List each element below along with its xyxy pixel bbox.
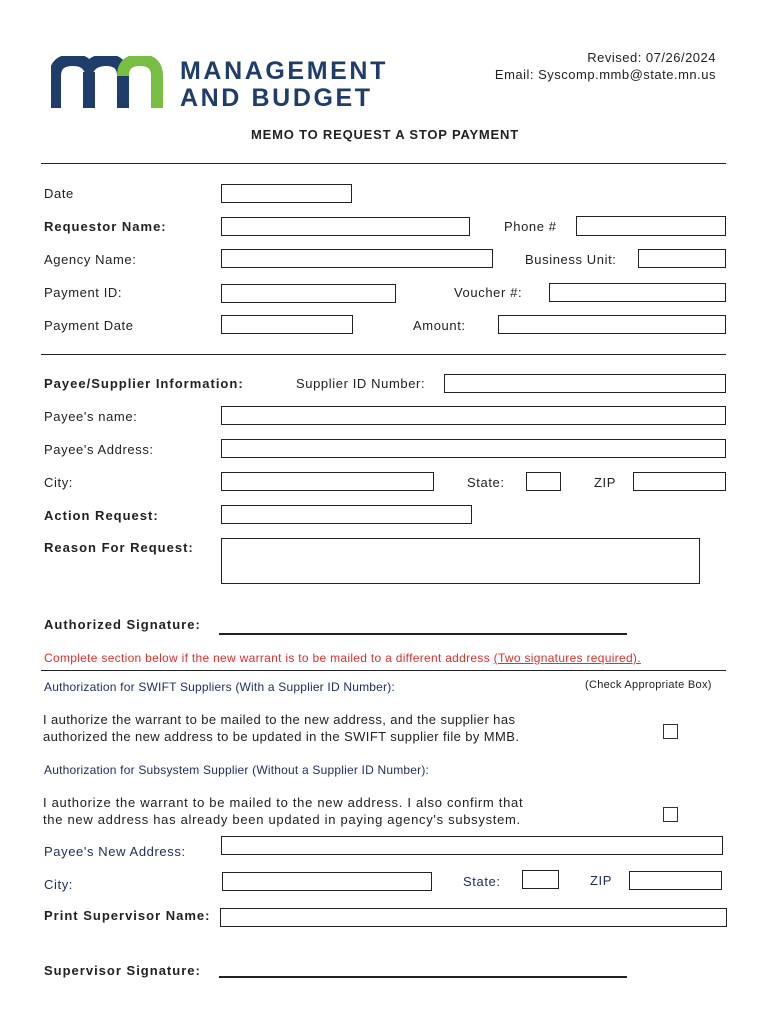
logo-line-1: MANAGEMENT bbox=[180, 57, 388, 85]
supervisor-name-label: Print Supervisor Name: bbox=[44, 908, 211, 923]
logo-line-2: AND BUDGET bbox=[180, 84, 373, 112]
new-state-label: State: bbox=[463, 874, 501, 889]
supervisor-signature-line[interactable] bbox=[219, 976, 627, 978]
date-label: Date bbox=[44, 186, 74, 201]
payee-section-label: Payee/Supplier Information: bbox=[44, 376, 244, 391]
reason-field[interactable] bbox=[221, 538, 700, 584]
action-request-field[interactable] bbox=[221, 505, 472, 524]
new-zip-label: ZIP bbox=[590, 873, 613, 888]
authorized-signature-line[interactable] bbox=[219, 633, 627, 635]
divider-alternate bbox=[41, 670, 726, 671]
revised-date: Revised: 07/26/2024 bbox=[587, 50, 716, 65]
swift-heading: Authorization for SWIFT Suppliers (With a Supplier ID Number): bbox=[44, 680, 395, 694]
new-city-label: City: bbox=[44, 877, 73, 892]
subsystem-text-line-2: the new address has already been updated in paying agency's subsystem. bbox=[43, 812, 521, 827]
new-state-field[interactable] bbox=[522, 870, 559, 889]
supervisor-signature-label: Supervisor Signature: bbox=[44, 963, 201, 978]
requestor-name-field[interactable] bbox=[221, 217, 470, 236]
amount-label: Amount: bbox=[413, 318, 466, 333]
alternate-address-notice bbox=[44, 651, 641, 665]
payment-date-label: Payment Date bbox=[44, 318, 134, 333]
supplier-id-label: Supplier ID Number: bbox=[296, 376, 426, 391]
voucher-label: Voucher #: bbox=[454, 285, 523, 300]
subsystem-heading: Authorization for Subsystem Supplier (Without a Supplier ID Number): bbox=[44, 763, 430, 777]
contact-email: Email: Syscomp.mmb@state.mn.us bbox=[494, 67, 716, 82]
subsystem-text-line-1: I authorize the warrant to be mailed to the new address. I also confirm that bbox=[43, 795, 524, 810]
payee-address-label: Payee's Address: bbox=[44, 442, 154, 457]
check-box-hint: (Check Appropriate Box) bbox=[585, 679, 712, 691]
new-city-field[interactable] bbox=[222, 872, 432, 891]
swift-authorization-text bbox=[43, 711, 603, 745]
business-unit-field[interactable] bbox=[638, 249, 726, 268]
reason-label: Reason For Request: bbox=[44, 540, 194, 555]
phone-field[interactable] bbox=[576, 216, 726, 236]
swift-authorization-checkbox[interactable] bbox=[663, 724, 678, 739]
subsystem-authorization-checkbox[interactable] bbox=[663, 807, 678, 822]
page-title: MEMO TO REQUEST A STOP PAYMENT bbox=[251, 127, 519, 142]
state-field[interactable] bbox=[526, 472, 561, 491]
date-field[interactable] bbox=[221, 184, 352, 203]
swift-text-line-2: authorized the new address to be updated in the SWIFT supplier file by MMB. bbox=[43, 729, 520, 744]
supplier-id-field[interactable] bbox=[444, 374, 726, 393]
authorized-signature-label: Authorized Signature: bbox=[44, 617, 201, 632]
state-label: State: bbox=[467, 475, 505, 490]
requestor-name-label: Requestor Name: bbox=[44, 219, 167, 234]
new-zip-field[interactable] bbox=[629, 871, 722, 890]
agency-name-label: Agency Name: bbox=[44, 252, 137, 267]
payment-date-field[interactable] bbox=[221, 315, 353, 334]
notice-text: Complete section below if the new warrant is to be mailed to a different address bbox=[44, 651, 491, 665]
phone-label: Phone # bbox=[504, 219, 557, 234]
payee-name-field[interactable] bbox=[221, 406, 726, 425]
divider-middle bbox=[41, 354, 726, 355]
payee-name-label: Payee's name: bbox=[44, 409, 138, 424]
payment-id-field[interactable] bbox=[221, 284, 396, 303]
mmb-logo bbox=[51, 56, 411, 110]
payee-address-field[interactable] bbox=[221, 439, 726, 458]
action-request-label: Action Request: bbox=[44, 508, 159, 523]
subsystem-authorization-text bbox=[43, 794, 603, 828]
supervisor-name-field[interactable] bbox=[220, 908, 727, 927]
new-address-label: Payee's New Address: bbox=[44, 844, 186, 859]
payment-id-label: Payment ID: bbox=[44, 285, 123, 300]
city-field[interactable] bbox=[221, 472, 434, 491]
zip-label: ZIP bbox=[594, 475, 617, 490]
new-address-field[interactable] bbox=[221, 836, 723, 855]
business-unit-label: Business Unit: bbox=[525, 252, 617, 267]
divider-top bbox=[41, 163, 726, 164]
voucher-field[interactable] bbox=[549, 283, 726, 302]
swift-text-line-1: I authorize the warrant to be mailed to the new address, and the supplier has bbox=[43, 712, 516, 727]
city-label: City: bbox=[44, 475, 73, 490]
zip-field[interactable] bbox=[633, 472, 726, 491]
agency-name-field[interactable] bbox=[221, 249, 493, 268]
amount-field[interactable] bbox=[498, 315, 726, 334]
notice-two-signatures: (Two signatures required). bbox=[493, 651, 641, 665]
mn-logo-icon bbox=[51, 56, 166, 110]
